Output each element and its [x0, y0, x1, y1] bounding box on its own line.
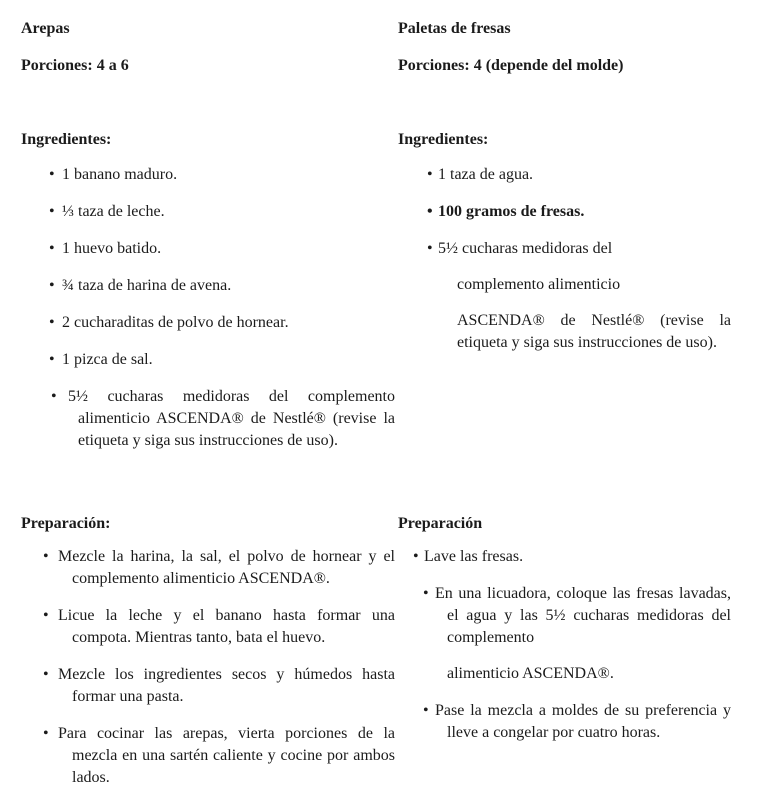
preparation-text: Mezcle los ingredientes secos y húmedos hasta formar una pasta. [58, 666, 395, 705]
recipe-paletas-preparation [398, 513, 731, 804]
ingredients-heading: Ingredientes: [21, 131, 112, 148]
ingredient-text: 5½ cucharas medidoras del [438, 240, 613, 257]
preparation-text: Mezcle la harina, la sal, el polvo de hornear y el complemento alimenticio ASCENDA®. [58, 548, 395, 587]
ingredient-text: 100 gramos de fresas. [438, 203, 585, 220]
ingredient-text-continued: ASCENDA® de Nestlé® (revise la etiqueta y siga sus instrucciones de uso). [457, 312, 731, 351]
ingredient-item [398, 164, 731, 186]
recipe-paletas-top [398, 18, 731, 467]
portions-line: Porciones: 4 (depende del molde) [398, 57, 624, 74]
ingredient-item [398, 238, 731, 354]
preparation-text: Licue la leche y el banano hasta formar una compota. Mientras tanto, bata el huevo. [58, 607, 395, 646]
ingredient-text-continued: complemento alimenticio [457, 276, 621, 293]
bullet-icon: • [423, 585, 429, 602]
ingredient-item [21, 164, 395, 186]
recipe-arepas-top [21, 18, 395, 467]
bullet-icon: • [49, 203, 55, 220]
ingredient-item [21, 349, 395, 371]
ingredients-list [21, 164, 395, 452]
bullet-icon: • [43, 666, 49, 683]
ingredient-item [21, 201, 395, 223]
ingredient-text: ¾ taza de harina de avena. [62, 277, 232, 294]
preparation-text: Pase la mezcla a moldes de su preferencia y lleve a congelar por cuatro horas. [435, 702, 731, 741]
preparation-step [398, 700, 731, 744]
ingredient-text: 5½ cucharas medidoras del complemento alimenticio ASCENDA® de Nestlé® (revise la etiqueta y siga sus instrucciones de uso). [68, 388, 395, 449]
bullet-icon: • [43, 607, 49, 624]
preparation-step [21, 723, 395, 789]
bullet-icon: • [49, 240, 55, 257]
ingredient-text: 2 cucharaditas de polvo de hornear. [62, 314, 289, 331]
preparation-step [398, 583, 731, 685]
ingredient-text: 1 pizca de sal. [62, 351, 153, 368]
preparation-heading: Preparación: [21, 515, 111, 532]
ingredient-item [21, 386, 395, 452]
ingredient-item [21, 238, 395, 260]
bullet-icon: • [427, 203, 433, 220]
preparation-list [21, 546, 395, 789]
recipe-title: Paletas de fresas [398, 20, 511, 37]
preparation-step [21, 546, 395, 590]
preparation-step [21, 664, 395, 708]
ingredient-text: 1 banano maduro. [62, 166, 178, 183]
bullet-icon: • [49, 277, 55, 294]
ingredients-list [398, 164, 731, 354]
ingredient-text: 1 huevo batido. [62, 240, 162, 257]
preparation-list [398, 546, 731, 744]
bullet-icon: • [43, 548, 49, 565]
ingredients-heading: Ingredientes: [398, 131, 489, 148]
preparation-text: Lave las fresas. [424, 548, 524, 565]
preparation-text: Para cocinar las arepas, vierta porciones de la mezcla en una sartén caliente y cocine por ambos lados. [58, 725, 395, 786]
ingredient-item [21, 275, 395, 297]
bullet-icon: • [49, 314, 55, 331]
preparation-heading: Preparación [398, 515, 483, 532]
preparation-step [21, 605, 395, 649]
portions-line: Porciones: 4 a 6 [21, 57, 129, 74]
preparation-text: En una licuadora, coloque las fresas lavadas, el agua y las 5½ cucharas medidoras del complemento [435, 585, 731, 646]
ingredient-text: 1 taza de agua. [438, 166, 534, 183]
preparation-step [398, 546, 731, 568]
ingredient-text: ⅓ taza de leche. [62, 203, 165, 220]
bullet-icon: • [49, 351, 55, 368]
bullet-icon: • [49, 166, 55, 183]
bullet-icon: • [51, 388, 57, 405]
ingredient-item [398, 201, 731, 223]
bullet-icon: • [423, 702, 429, 719]
bullet-icon: • [43, 725, 49, 742]
bullet-icon: • [427, 166, 433, 183]
preparation-text-continued: alimenticio ASCENDA®. [447, 665, 614, 682]
recipe-title: Arepas [21, 20, 70, 37]
ingredient-item [21, 312, 395, 334]
recipe-arepas-preparation [21, 513, 395, 804]
bullet-icon: • [413, 548, 419, 565]
bullet-icon: • [427, 240, 433, 257]
